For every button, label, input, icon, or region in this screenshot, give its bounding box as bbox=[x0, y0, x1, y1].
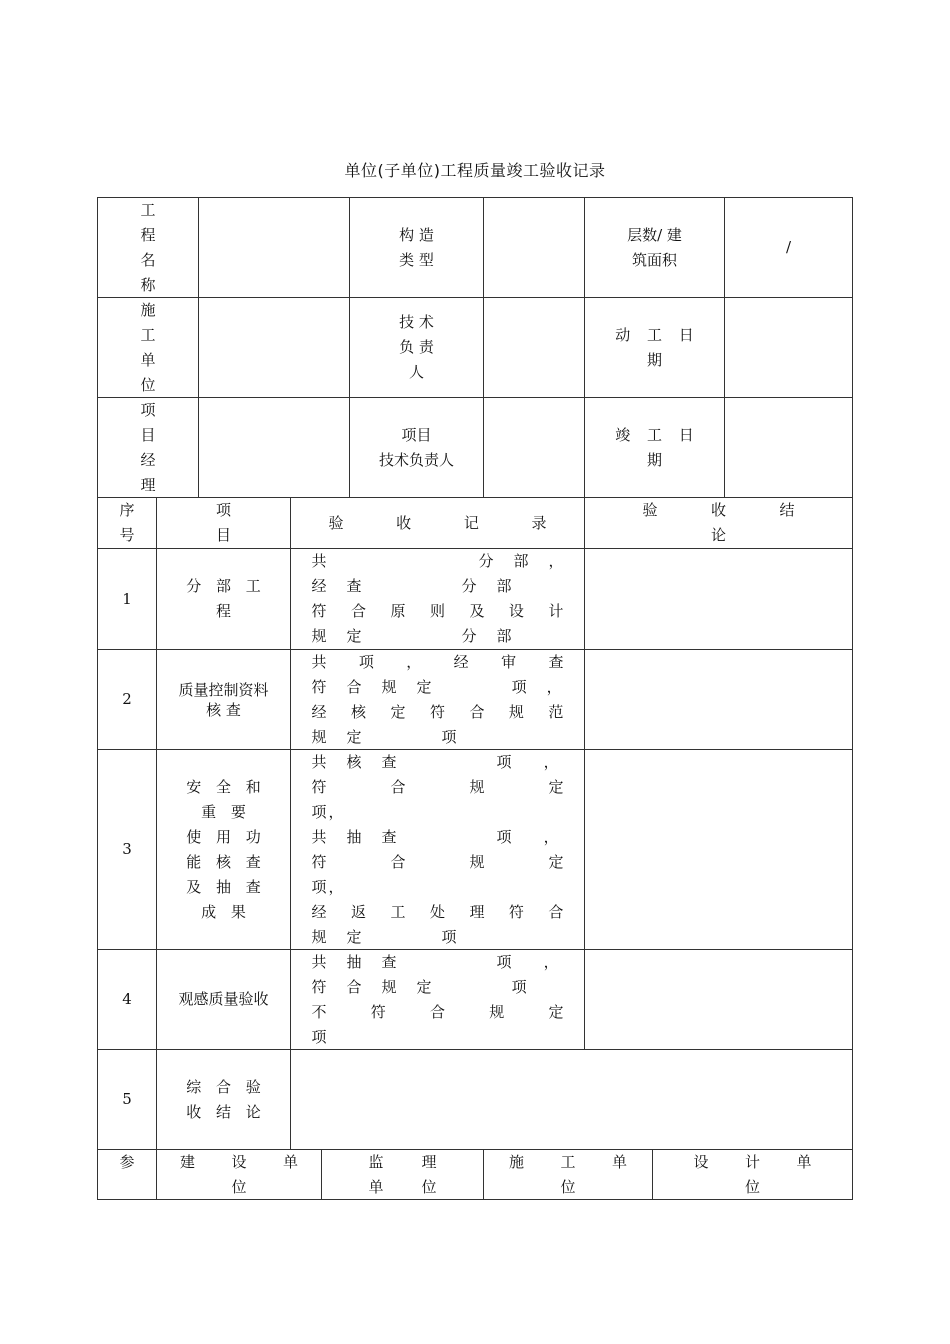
record-header-char: 录 bbox=[531, 513, 547, 532]
record-char: 符 bbox=[311, 602, 327, 620]
footer-participate: 参 bbox=[119, 1153, 135, 1171]
row-3-item-line: 成 果 bbox=[201, 902, 246, 921]
record-char: 抽 bbox=[346, 827, 362, 846]
record-char: 符 bbox=[311, 677, 327, 696]
record-header-char: 记 bbox=[463, 513, 479, 532]
row-3-item-line: 及 抽 查 bbox=[186, 877, 261, 896]
floors-area-label-cell bbox=[585, 198, 724, 297]
record-char: ， bbox=[548, 552, 564, 570]
record-char: 部 bbox=[513, 552, 529, 570]
record-char: 合 bbox=[350, 602, 366, 620]
record-char: 则 bbox=[429, 602, 445, 620]
record-char: 合 bbox=[346, 977, 362, 996]
row-3-item-line: 能 核 查 bbox=[186, 852, 261, 871]
project-tech-lead-value bbox=[484, 398, 584, 497]
conclusion-header-char: 收 bbox=[710, 501, 726, 519]
record-char: 符 bbox=[429, 702, 445, 721]
record-char: 返 bbox=[350, 902, 366, 921]
contractor-label: 施工单位 bbox=[140, 300, 156, 394]
record-char: 核 bbox=[350, 702, 366, 721]
record-char: 查 bbox=[381, 952, 397, 971]
row-2-record bbox=[291, 650, 584, 749]
record-char: 规 bbox=[381, 677, 397, 696]
structure-type-label-line2: 类 型 bbox=[399, 250, 434, 269]
start-date-label-cell bbox=[585, 298, 724, 397]
project-name-label: 工程名称 bbox=[140, 200, 156, 294]
row-1-item-line: 程 bbox=[215, 602, 231, 620]
start-date-value bbox=[725, 298, 852, 397]
record-char: ， bbox=[543, 952, 559, 971]
record-char: 定 bbox=[548, 777, 564, 796]
record-char: 不 bbox=[311, 1002, 327, 1021]
footer-char: 位 bbox=[231, 1178, 247, 1196]
tech-lead-value bbox=[484, 298, 584, 397]
pm-value bbox=[199, 398, 349, 497]
record-char: 范 bbox=[548, 702, 564, 721]
record-char: 查 bbox=[381, 752, 397, 771]
record-char: 规 bbox=[508, 702, 524, 721]
footer-char: 位 bbox=[421, 1178, 437, 1196]
record-char: 规 bbox=[469, 777, 485, 796]
record-char: 定 bbox=[346, 627, 362, 645]
tech-lead-label-line2: 负 责 bbox=[399, 338, 434, 356]
row-2-item bbox=[157, 650, 290, 749]
row-2-item-line: 核 查 bbox=[206, 700, 241, 719]
record-char: 抽 bbox=[346, 952, 362, 971]
record-char: 符 bbox=[370, 1002, 386, 1021]
contractor-label-cell bbox=[98, 298, 198, 397]
record-char: 共 bbox=[311, 752, 327, 771]
floors-area-label-line1: 层数/ 建 bbox=[627, 225, 682, 244]
structure-type-value bbox=[484, 198, 584, 297]
record-char: 处 bbox=[429, 902, 445, 921]
record-char: 规 bbox=[469, 852, 485, 871]
row-5-no: 5 bbox=[122, 1090, 132, 1108]
completion-date-label-line2: 期 bbox=[646, 450, 662, 469]
record-char: 分 bbox=[478, 552, 494, 570]
floors-area-label-line2: 筑面积 bbox=[631, 250, 677, 269]
tech-lead-label-line1: 技 术 bbox=[399, 313, 434, 331]
record-header bbox=[291, 498, 584, 548]
record-char: 项 bbox=[441, 727, 457, 746]
record-char: 规 bbox=[489, 1002, 505, 1021]
record-char: ， bbox=[543, 827, 559, 846]
row-2-conclusion bbox=[585, 650, 852, 749]
record-char: 项 bbox=[496, 752, 512, 771]
record-char: ， bbox=[546, 677, 562, 696]
row-4-conclusion bbox=[585, 950, 852, 1049]
record-char: 查 bbox=[548, 652, 564, 671]
conclusion-header-char: 验 bbox=[642, 501, 658, 519]
conclusion-header bbox=[585, 498, 852, 548]
row-3-conclusion bbox=[585, 750, 852, 949]
project-name-label-cell bbox=[98, 198, 198, 297]
record-char: 部 bbox=[496, 627, 512, 645]
record-char: 经 bbox=[311, 702, 327, 721]
pm-label: 项目经理 bbox=[140, 400, 156, 494]
seq-header-line1: 序 bbox=[119, 501, 135, 519]
record-char: 核 bbox=[346, 752, 362, 771]
item-header bbox=[157, 498, 290, 548]
row-1-no: 1 bbox=[122, 589, 132, 608]
record-char: 查 bbox=[346, 577, 362, 595]
record-char: 设 bbox=[508, 602, 524, 620]
record-char: ， bbox=[328, 877, 344, 896]
record-char: 定 bbox=[416, 677, 432, 696]
footer-char: 建 bbox=[180, 1153, 196, 1171]
footer-contractor-unit bbox=[484, 1150, 652, 1199]
item-header-line2: 目 bbox=[215, 526, 231, 544]
start-date-label-line2: 期 bbox=[646, 350, 662, 369]
record-char: 合 bbox=[390, 777, 406, 796]
footer-char: 工 bbox=[560, 1153, 576, 1171]
record-char: 定 bbox=[416, 977, 432, 996]
record-char: 经 bbox=[453, 652, 469, 671]
record-char: 定 bbox=[346, 727, 362, 746]
record-char: 项 bbox=[441, 927, 457, 946]
record-char: 共 bbox=[311, 652, 327, 671]
record-char: 共 bbox=[311, 552, 327, 570]
completion-date-label-cell bbox=[585, 398, 724, 497]
tech-lead-label-line3: 人 bbox=[408, 363, 424, 381]
row-4-item: 观感质量验收 bbox=[178, 990, 269, 1008]
pm-label-cell bbox=[98, 398, 198, 497]
record-char: 规 bbox=[311, 927, 327, 946]
record-char: 合 bbox=[346, 677, 362, 696]
row-4-record bbox=[291, 950, 584, 1049]
record-char: 合 bbox=[429, 1002, 445, 1021]
record-char: 定 bbox=[346, 927, 362, 946]
record-char: 经 bbox=[311, 577, 327, 595]
footer-construction-unit bbox=[157, 1150, 321, 1199]
row-5-item bbox=[157, 1050, 290, 1149]
conclusion-header-line2: 论 bbox=[710, 526, 726, 544]
footer-char: 位 bbox=[744, 1178, 760, 1196]
record-char: 定 bbox=[390, 702, 406, 721]
row-5-item-line: 收 结 论 bbox=[186, 1102, 261, 1121]
record-char: 符 bbox=[311, 977, 327, 996]
record-char: 项 bbox=[311, 1027, 327, 1046]
record-char: 经 bbox=[311, 902, 327, 921]
project-name-value bbox=[199, 198, 349, 297]
record-char: 共 bbox=[311, 827, 327, 846]
row-3-item-line: 重 要 bbox=[201, 802, 246, 821]
item-header-line1: 项 bbox=[215, 501, 231, 519]
record-char: 规 bbox=[311, 627, 327, 645]
footer-char: 单 bbox=[611, 1153, 627, 1171]
footer-char: 单 bbox=[368, 1178, 384, 1196]
tech-lead-label-cell bbox=[350, 298, 483, 397]
record-char: 符 bbox=[508, 902, 524, 921]
record-char: 合 bbox=[548, 902, 564, 921]
row-2-item-line: 质量控制资料 bbox=[178, 680, 269, 699]
record-char: 部 bbox=[496, 577, 512, 595]
row-1-record bbox=[291, 549, 584, 649]
completion-date-value bbox=[725, 398, 852, 497]
row-3-record bbox=[291, 750, 584, 949]
record-char: 项 bbox=[358, 652, 374, 671]
structure-type-label-line1: 构 造 bbox=[399, 225, 434, 244]
seq-header bbox=[98, 498, 156, 548]
record-char: 规 bbox=[381, 977, 397, 996]
row-1-item bbox=[157, 549, 290, 649]
record-char: 项 bbox=[496, 827, 512, 846]
record-char: ， bbox=[328, 802, 344, 821]
record-char: 分 bbox=[461, 627, 477, 645]
record-char: 分 bbox=[461, 577, 477, 595]
footer-char: 设 bbox=[231, 1153, 247, 1171]
project-tech-lead-label-line1: 项目 bbox=[401, 425, 432, 444]
structure-type-label-cell bbox=[350, 198, 483, 297]
record-char: 规 bbox=[311, 727, 327, 746]
contractor-value bbox=[199, 298, 349, 397]
record-char: 项 bbox=[311, 877, 327, 896]
footer-supervision-unit bbox=[322, 1150, 483, 1199]
row-1-item-line: 分 部 工 bbox=[186, 577, 261, 595]
record-header-char: 收 bbox=[396, 513, 412, 532]
row-1-conclusion bbox=[585, 549, 852, 649]
record-char: 项 bbox=[511, 677, 527, 696]
footer-char: 单 bbox=[796, 1153, 812, 1171]
record-char: 项 bbox=[496, 952, 512, 971]
conclusion-header-char: 结 bbox=[779, 501, 795, 519]
row-2-no: 2 bbox=[122, 690, 132, 708]
start-date-label-line1: 动 工 日 bbox=[615, 325, 694, 344]
footer-char: 设 bbox=[693, 1153, 709, 1171]
row-5-conclusion bbox=[291, 1050, 852, 1149]
project-tech-lead-label-cell bbox=[350, 398, 483, 497]
record-header-char: 验 bbox=[328, 513, 344, 532]
record-char: 符 bbox=[311, 777, 327, 796]
table-border-right bbox=[852, 197, 853, 1200]
row-3-no: 3 bbox=[122, 840, 132, 858]
record-char: 查 bbox=[381, 827, 397, 846]
footer-char: 位 bbox=[560, 1178, 576, 1196]
row-4-no: 4 bbox=[122, 990, 132, 1008]
record-char: 计 bbox=[548, 602, 564, 620]
row-3-item-line: 安 全 和 bbox=[186, 777, 261, 796]
record-char: 定 bbox=[548, 852, 564, 871]
record-char: 原 bbox=[390, 602, 406, 620]
seq-header-line2: 号 bbox=[119, 526, 135, 544]
record-char: 符 bbox=[311, 852, 327, 871]
record-char: ， bbox=[543, 752, 559, 771]
completion-date-label-line1: 竣 工 日 bbox=[615, 425, 694, 444]
record-char: 合 bbox=[390, 852, 406, 871]
record-char: 共 bbox=[311, 952, 327, 971]
record-char: ， bbox=[406, 652, 422, 671]
footer-char: 理 bbox=[421, 1153, 437, 1171]
record-char: 项 bbox=[511, 977, 527, 996]
row-5-item-line: 综 合 验 bbox=[186, 1077, 261, 1096]
page-title: 单位(子单位)工程质量竣工验收记录 bbox=[344, 161, 606, 180]
record-char: 理 bbox=[469, 902, 485, 921]
footer-char: 计 bbox=[744, 1153, 760, 1171]
record-char: 定 bbox=[548, 1002, 564, 1021]
project-tech-lead-label-line2: 技术负责人 bbox=[378, 450, 454, 469]
footer-char: 施 bbox=[509, 1153, 525, 1171]
footer-design-unit bbox=[653, 1150, 852, 1199]
record-char: 合 bbox=[469, 702, 485, 721]
row-3-item bbox=[157, 750, 290, 949]
record-char: 审 bbox=[501, 652, 517, 671]
footer-char: 监 bbox=[368, 1153, 384, 1171]
floors-area-value: / bbox=[785, 238, 792, 256]
record-char: 项 bbox=[311, 802, 327, 821]
record-char: 及 bbox=[469, 602, 485, 620]
record-char: 工 bbox=[390, 902, 406, 921]
footer-char: 单 bbox=[282, 1153, 298, 1171]
row-3-item-line: 使 用 功 bbox=[186, 827, 261, 846]
